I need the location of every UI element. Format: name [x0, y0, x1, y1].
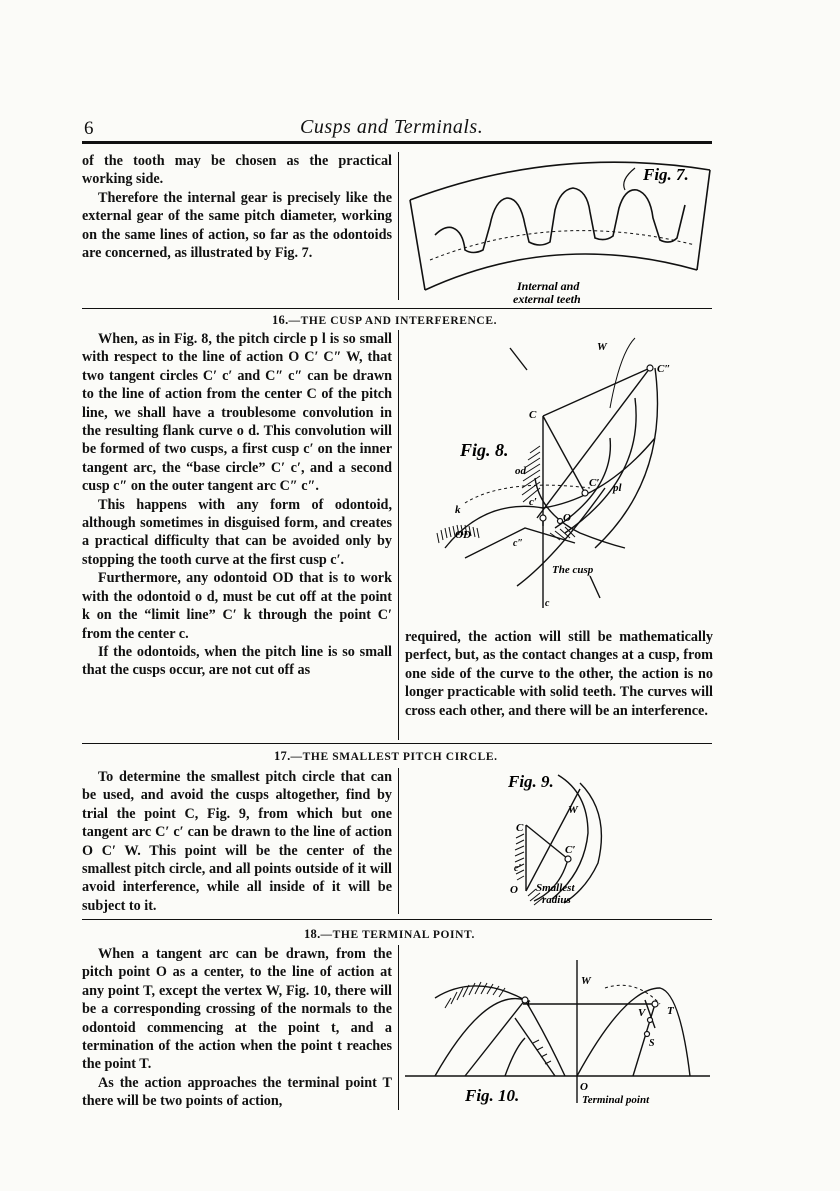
fig8-letter-cpp: c″ [513, 538, 523, 549]
intro-paragraph-1: of the tooth may be chosen as the practical working side. [82, 153, 392, 188]
fig8-letter-c: c [545, 598, 550, 609]
figure-10-terminal-point [405, 948, 715, 1113]
figure-9-smallest-pitch-circle [480, 763, 660, 913]
fig10-caption: Terminal point [582, 1094, 650, 1106]
section-18-heading [304, 927, 475, 942]
fig9-letter-C: C [516, 822, 524, 834]
fig7-caption-line1: Internal and [517, 279, 580, 293]
section-16-paragraph-4: If the odontoids, when the pitch line is so small that the cusps occur, are not cut off as [82, 643, 392, 679]
fig9-letter-O: O [510, 884, 518, 896]
fig8-letter-O: O [563, 512, 571, 524]
section-18-rule [82, 919, 712, 920]
fig8-letter-C: C [529, 409, 537, 421]
page-number: 6 [84, 118, 94, 139]
header-rule [82, 141, 712, 144]
fig9-caption-line1: Smallest [536, 882, 575, 894]
section-17-number: 17. [274, 749, 291, 763]
section-16-paragraph-2: This happens with any form of odontoid, although sometimes in disguised form, and creates a practical difficulty that can be avoided only by stopping the tooth curve at the first cusp c′. [82, 496, 392, 568]
section-18-text [82, 945, 392, 1111]
fig8-letter-od: od [515, 465, 526, 477]
running-title: Cusps and Terminals. [300, 116, 484, 138]
fig10-letter-T: T [667, 1005, 674, 1017]
fig8-cusp-caption: The cusp [552, 564, 594, 576]
intro-text [82, 152, 392, 262]
fig8-letter-Cp: C′ [589, 477, 600, 489]
fig8-letter-k: k [455, 504, 461, 516]
section-17-title: —THE SMALLEST PITCH CIRCLE. [290, 751, 498, 763]
section-16-right-column [405, 628, 713, 720]
section-17-heading [274, 749, 498, 764]
section-17-text [82, 768, 392, 915]
fig7-label: Fig. 7. [643, 165, 689, 184]
fig9-letter-W: W [568, 804, 578, 816]
section-16-text [82, 330, 392, 680]
fig9-label: Fig. 9. [508, 772, 554, 791]
fig10-letter-t: t [527, 997, 531, 1009]
figure-8-cusp-and-interference [405, 328, 715, 618]
intro-paragraph-2: Therefore the internal gear is precisely like the external gear of the same pitch diameter, working on the same lines of action, so far as the odontoids are concerned, as illustrated by Fig. 7. [82, 189, 392, 262]
fig8-letter-OD: OD [455, 529, 471, 541]
fig10-label: Fig. 10. [465, 1086, 520, 1105]
fig8-letter-cp: c′ [529, 496, 537, 508]
fig8-letter-W: W [597, 341, 607, 353]
fig10-letter-V: V [638, 1007, 646, 1019]
column-divider-17 [398, 768, 399, 914]
fig10-letter-W: W [581, 975, 591, 987]
section-16-title: —THE CUSP AND INTERFERENCE. [288, 315, 498, 327]
section-18-paragraph-2: As the action approaches the terminal point T there will be two points of action, [82, 1074, 392, 1110]
fig9-letter-cp: c′ [514, 863, 522, 874]
section-18-title: —THE TERMINAL POINT. [320, 929, 475, 941]
section-16-heading [272, 313, 497, 328]
fig7-caption-line2: external teeth [513, 292, 581, 306]
fig9-caption-line2: radius [542, 894, 571, 906]
column-divider-18 [398, 945, 399, 1110]
section-18-number: 18. [304, 927, 321, 941]
fig10-letter-S: S [649, 1038, 655, 1049]
column-divider-top [398, 152, 399, 300]
column-divider-16 [398, 330, 399, 740]
section-16-right-paragraph: required, the action will still be mathematically perfect, but, as the contact changes at a cusp, from one side of the curve to the other, the action is no longer practicable with solid teeth. The curves will cross each other, and there will be an interference. [405, 629, 713, 719]
section-16-paragraph-3: Furthermore, any odontoid OD that is to work with the odontoid o d, must be cut off at the point k on the “limit line” C′ k through the point C′ from the center c. [82, 570, 392, 642]
section-16-rule [82, 308, 712, 309]
section-17-rule [82, 743, 712, 744]
section-16-number: 16. [272, 313, 289, 327]
section-16-paragraph-1: When, as in Fig. 8, the pitch circle p l is so small with respect to the line of action O C′ C″ W, that two tangent circles C′ c′ and C″ c″ can be drawn to the line of action from the center C of the pitch line, we shall have a troublesome convolution in the resulting flank curve o d. This convolution will be formed of two cusps, a first cusp c′ on the inner tangent arc, the “base circle” C′ c′, and a second cusp c″ on the outer tangent arc C″ c″. [82, 331, 392, 495]
section-17-paragraph-1: To determine the smallest pitch circle that can be used, and avoid the cusps altogether, find by trial the point C, Fig. 9, from which but one tangent arc C′ c′ can be drawn to the line of action O C′ W. This point will be the center of the smallest pitch circle, and all points outside of it will avoid interference, while all inside of it will be subject to it. [82, 769, 392, 914]
figure-7-internal-external-teeth [405, 150, 715, 308]
fig8-label: Fig. 8. [460, 440, 509, 460]
section-18-paragraph-1: When a tangent arc can be drawn, from the pitch point O as a center, to the line of action at any point T, except the vertex W, Fig. 10, there will be a corresponding crossing of the normals to the odontoid commencing at the point t, and a termination of the action when the point t reaches the point T. [82, 946, 392, 1073]
fig10-letter-O: O [580, 1081, 588, 1093]
fig9-letter-Cp: C′ [565, 844, 576, 856]
fig8-letter-pl: pl [613, 482, 622, 494]
fig8-letter-Cpp: C″ [657, 363, 671, 375]
